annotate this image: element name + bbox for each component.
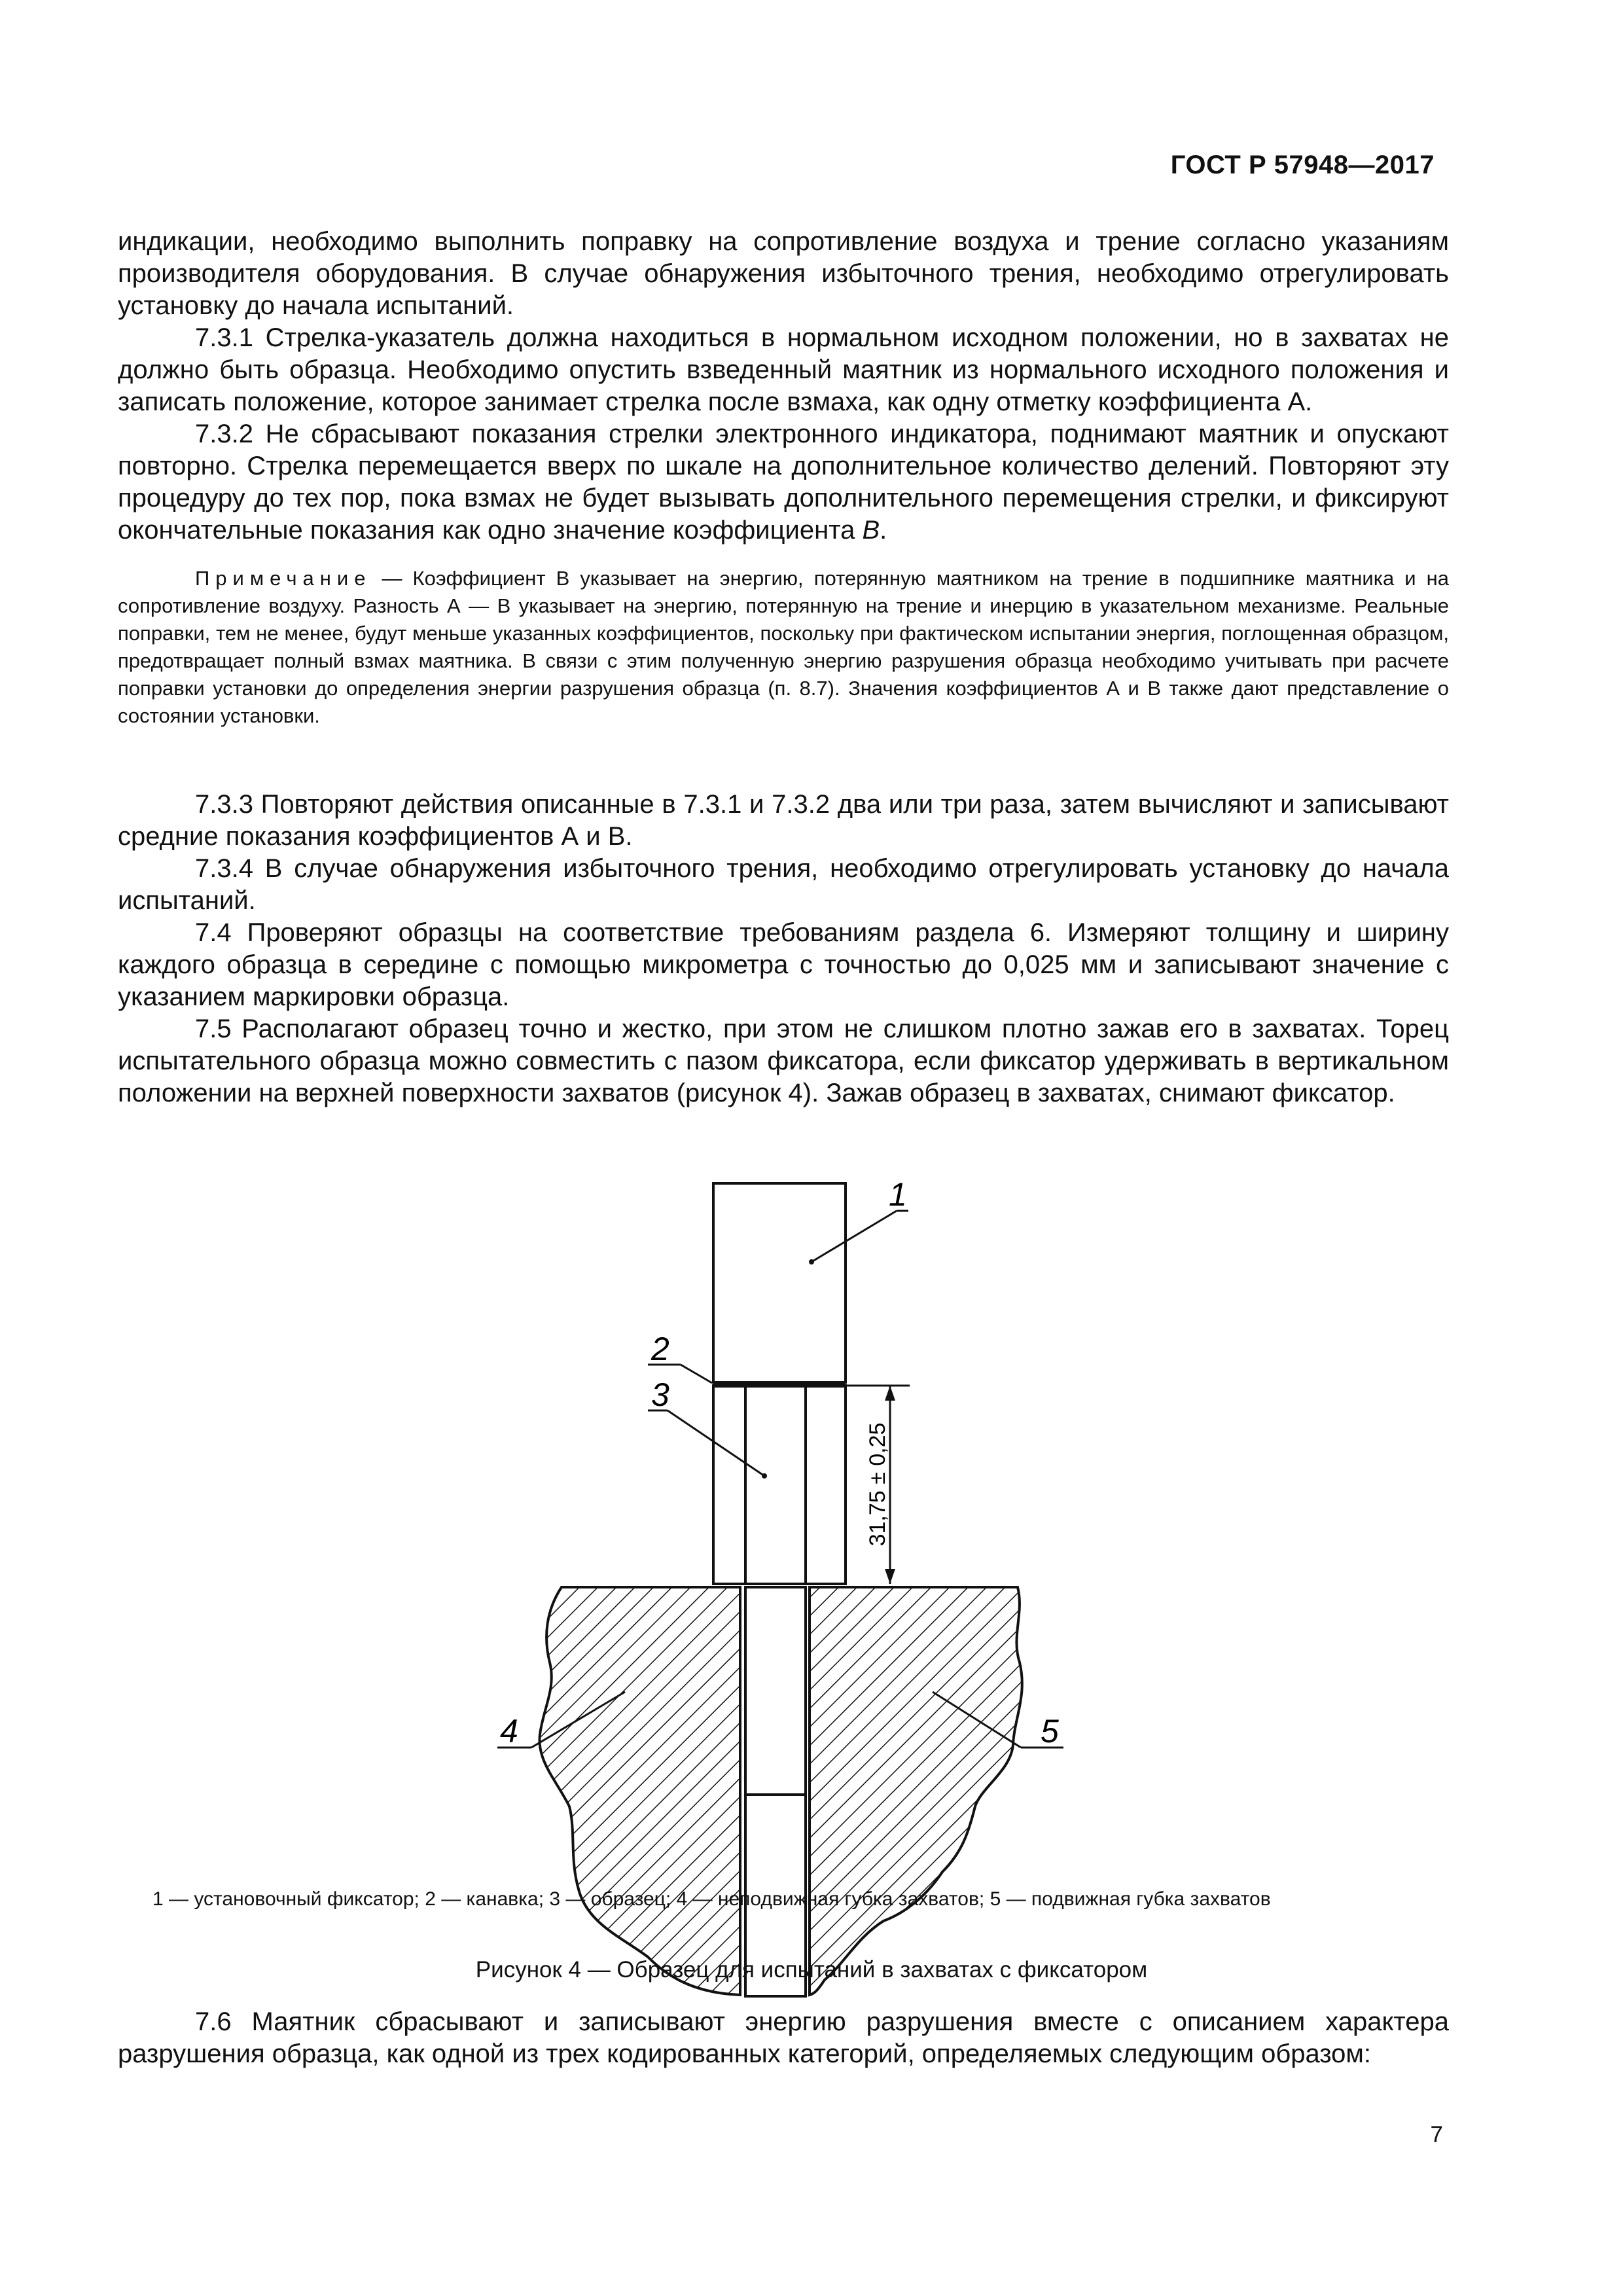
note-dash: — [371, 567, 413, 590]
fixed-jaw [539, 1587, 740, 1995]
text-block-bottom [118, 2006, 1449, 2070]
label-1: 1 [889, 1176, 907, 1213]
locating-fixture [713, 1183, 846, 1382]
paragraph-7-3-2: 7.3.2 Не сбрасывают показания стрелки электронного индикатора, поднимают маятник и опускают повторно. Стрелка перемещается вверх по шкале на дополнительное количество делений. Повторяют эту процедуру до тех пор, пока взмах не будет вызывать дополнительного перемещения стрелки, и фиксируют окончательные показания как одно значение коэффициента B. [118, 420, 1449, 545]
specimen [713, 1386, 846, 1584]
paragraph-7-3-3: 7.3.3 Повторяют действия описанные в 7.3.1 и 7.3.2 два или три раза, затем вычисляют и записывают средние показания коэффициентов А и В. [118, 790, 1449, 851]
paragraph-7-6: 7.6 Маятник сбрасывают и записывают энергию разрушения вместе с описанием характера разрушения образца, как одной из трех кодированных категорий, определяемых следующим образом: [118, 2007, 1449, 2068]
dimension-label: 31,75 ± 0,25 [865, 1422, 890, 1547]
paragraph-7-3-4: 7.3.4 В случае обнаружения избыточного трения, необходимо отрегулировать установку до начала испытаний. [118, 854, 1449, 915]
figure-legend: 1 — установочный фиксатор; 2 — канавка; 3 — образец; 4 — неподвижная губка захватов; 5 — подвижная губка захватов [152, 1888, 1271, 1910]
note-text: Коэффициент B указывает на энергию, потерянную маятником на трение в подшипнике маятника и на сопротивление воздуху. Разность А — В указывает на энергию, потерянную на трение и инерцию в указательном механизме. Реальные поправки, тем не менее, будут меньше указанных коэффициентов, поскольку при фактическом испытании энергия, поглощенная образцом, предотвращает полный взмах маятника. В связи с этим полученную энергию разрушения образца необходимо учитывать при расчете поправки установки до определения энергии разрушения образца (п. 8.7). Значения коэффициентов А и В также дают представление о состоянии установки. [118, 567, 1449, 727]
paragraph-7-5: 7.5 Располагают образец точно и жестко, при этом не слишком плотно зажав его в захватах. Торец испытательного образца можно совместить с пазом фиксатора, если фиксатор удерживать в вертикальном положении на верхней поверхности захватов (рисунок 4). Зажав образец в захватах, снимают фиксатор. [118, 1014, 1449, 1107]
paragraph-7-3-2-text: 7.3.2 Не сбрасывают показания стрелки электронного индикатора, поднимают маятник и опускают повторно. Стрелка перемещается вверх по шкале на дополнительное количество делений. Повторяют эту процедуру до тех пор, пока взмах не будет вызывать дополнительного перемещения стрелки, и фиксируют окончательные показания как одно значение коэффициента [118, 420, 1449, 545]
paragraph-7-3-1: 7.3.1 Стрелка-указатель должна находиться в нормальном исходном положении, но в захватах не должно быть образца. Необходимо опустить взведенный маятник из нормального исходного положения и записать положение, которое занимает стрелка после взмаха, как одну отметку коэффициента А. [118, 323, 1449, 416]
label-5: 5 [1041, 1713, 1059, 1749]
label-2: 2 [651, 1331, 669, 1367]
paragraph-7-4: 7.4 Проверяют образцы на соответствие требованиям раздела 6. Измеряют толщину и ширину каждого образца в середине с помощью микрометра с точностью до 0,025 мм и записывают значение с указанием маркировки образца. [118, 918, 1449, 1011]
document-id: ГОСТ Р 57948—2017 [1170, 151, 1435, 179]
figure-caption: Рисунок 4 — Образец для испытаний в захватах с фиксатором [475, 1957, 1148, 1982]
paragraph-intro: индикации, необходимо выполнить поправку на сопротивление воздуха и трение согласно указаниям производителя оборудования. В случае обнаружения избыточного трения, необходимо отрегулировать установку до начала испытаний. [118, 227, 1449, 320]
note-label: Примечание [195, 567, 372, 590]
specimen-lower [745, 1587, 806, 1996]
movable-jaw [810, 1587, 1022, 1995]
coefficient-b: B [862, 516, 880, 545]
page-number: 7 [1430, 2122, 1443, 2147]
label-3: 3 [651, 1376, 669, 1413]
label-4: 4 [500, 1713, 518, 1749]
